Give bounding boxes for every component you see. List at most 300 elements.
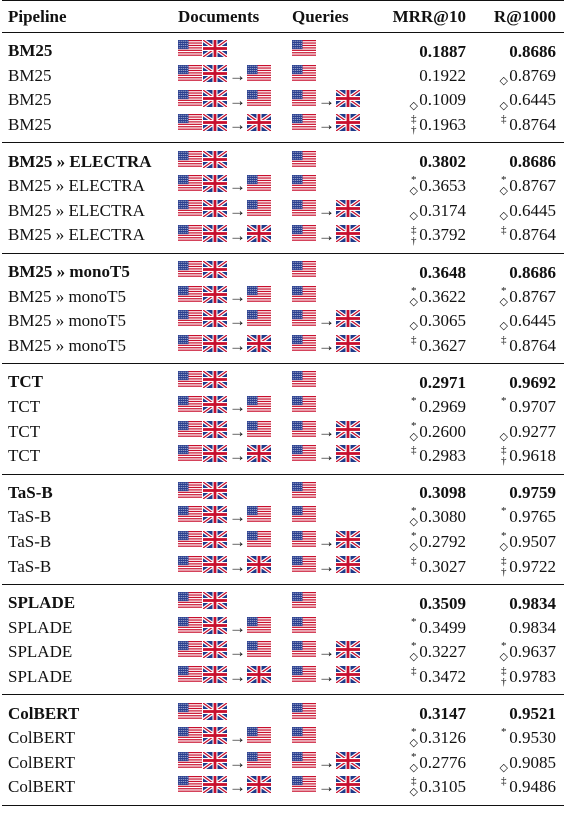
pipeline-cell: BM25 » ELECTRA [8,200,145,220]
us-flag-icon [178,531,202,553]
us-flag-icon [247,310,271,332]
mark-bottom: † [501,676,507,688]
documents-cell [178,474,292,505]
queries-cell [292,640,378,665]
arrow-right-icon: → [318,556,335,576]
arrow-right-icon: → [229,335,246,355]
us-flag-icon [247,506,271,528]
us-flag-icon [247,421,271,443]
group-0 [2,33,564,143]
mrr-value: 0.3499 [419,617,466,637]
mrr-value: 0.2600 [419,421,466,441]
arrow-right-icon: → [229,225,246,245]
header-pipeline: Pipeline [8,6,67,26]
documents-cell [178,695,292,726]
uk-flag-icon [336,310,360,332]
significance-marks [409,727,418,749]
us-flag-icon [178,175,202,197]
uk-flag-icon [203,371,227,393]
recall-value: 0.8686 [509,262,556,282]
recall-cell [474,309,564,334]
table-row [2,615,564,640]
us-flag-icon [292,506,316,528]
queries-cell [292,253,378,284]
documents-cell [178,88,292,113]
documents-cell [178,395,292,420]
mrr-value: 0.3792 [419,225,466,245]
us-flag-icon [292,752,316,774]
us-flag-icon [178,506,202,528]
arrow-right-icon: → [318,642,335,662]
documents-cell [178,726,292,751]
table-row [2,88,564,113]
significance-marks [499,556,508,578]
us-flag-icon [292,531,316,553]
us-flag-icon [178,421,202,443]
arrow-right-icon: → [229,446,246,466]
pipeline-cell: SPLADE [8,617,73,637]
queries-cell [292,444,378,474]
recall-value: 0.9085 [509,752,556,772]
us-flag-icon [247,641,271,663]
table-row [2,775,564,805]
mark-bottom: ◇ [409,320,418,333]
significance-marks [409,335,418,357]
table-row [2,174,564,199]
us-flag-icon [292,151,316,173]
uk-flag-icon [203,421,227,443]
mark-top: ‡ [501,113,507,126]
us-flag-icon [247,90,271,112]
recall-value: 0.9507 [509,532,556,552]
recall-value: 0.8686 [509,41,556,61]
mrr-cell [378,199,474,224]
documents-cell [178,253,292,284]
us-flag-icon [292,776,316,798]
mark-top: ‡ [411,113,417,126]
uk-flag-icon [336,666,360,688]
mrr-value: 0.3509 [419,593,466,613]
significance-marks [409,114,418,136]
documents-cell [178,113,292,143]
recall-cell [474,143,564,174]
table-row [2,444,564,474]
table-row [2,64,564,89]
queries-cell [292,419,378,444]
recall-cell [474,444,564,474]
mrr-cell [378,554,474,584]
mrr-value: 0.1922 [419,66,466,86]
recall-cell [474,665,564,695]
uk-flag-icon [203,445,227,467]
uk-flag-icon [203,200,227,222]
us-flag-icon [292,114,316,136]
recall-value: 0.9521 [509,704,556,724]
us-flag-icon [178,445,202,467]
mrr-cell [378,615,474,640]
uk-flag-icon [203,151,227,173]
pipeline-cell: TaS-B [8,531,52,551]
significance-marks [499,752,508,774]
mrr-cell [378,444,474,474]
queries-cell [292,64,378,89]
table-row [2,474,564,505]
recall-value: 0.8764 [509,225,556,245]
pipeline-cell: TCT [8,397,41,417]
mark-top: ‡ [411,554,417,567]
mrr-cell [378,474,474,505]
uk-flag-icon [203,90,227,112]
significance-marks [409,175,418,197]
table-row [2,309,564,334]
arrow-right-icon: → [229,200,246,220]
queries-cell [292,695,378,726]
mrr-cell [378,395,474,420]
mark-bottom: ◇ [499,74,508,87]
mark-top: * [411,284,417,297]
us-flag-icon [247,396,271,418]
uk-flag-icon [336,90,360,112]
recall-value: 0.9722 [509,556,556,576]
uk-flag-icon [336,445,360,467]
significance-marks [499,175,508,197]
table-row [2,33,564,64]
recall-cell [474,695,564,726]
queries-cell [292,199,378,224]
us-flag-icon [178,225,202,247]
arrow-right-icon: → [318,446,335,466]
us-flag-icon [247,617,271,639]
significance-marks [409,421,418,443]
uk-flag-icon [336,225,360,247]
significance-marks [409,225,418,247]
queries-cell [292,113,378,143]
mark-bottom: ◇ [409,737,418,750]
mark-top: * [501,174,507,187]
uk-flag-icon [247,445,271,467]
table-row [2,395,564,420]
pipeline-cell: BM25 » monoT5 [8,311,127,331]
significance-marks [409,776,418,798]
mrr-value: 0.3027 [419,556,466,576]
mrr-value: 0.2969 [419,397,466,417]
us-flag-icon [178,286,202,308]
documents-cell [178,284,292,309]
documents-cell [178,334,292,364]
pipeline-cell: BM25 [8,90,52,110]
mark-top: ‡ [411,665,417,677]
queries-cell [292,143,378,174]
uk-flag-icon [203,225,227,247]
us-flag-icon [178,310,202,332]
recall-cell [474,64,564,89]
recall-cell [474,775,564,805]
us-flag-icon [178,371,202,393]
arrow-right-icon: → [229,421,246,441]
arrow-right-icon: → [318,532,335,552]
uk-flag-icon [203,666,227,688]
pipeline-cell: TCT [8,421,41,441]
arrow-right-icon: → [229,65,246,85]
queries-cell [292,775,378,805]
documents-cell [178,554,292,584]
us-flag-icon [178,335,202,357]
us-flag-icon [178,556,202,578]
table-row [2,640,564,665]
mark-top: ‡ [411,775,417,788]
mark-top: * [411,395,417,408]
mrr-value: 0.3802 [419,152,466,172]
recall-cell [474,223,564,253]
uk-flag-icon [203,286,227,308]
us-flag-icon [178,151,202,173]
recall-value: 0.8764 [509,335,556,355]
queries-cell [292,223,378,253]
mrr-cell [378,334,474,364]
uk-flag-icon [203,175,227,197]
us-flag-icon [292,421,316,443]
mrr-value: 0.3648 [419,262,466,282]
arrow-right-icon: → [229,642,246,662]
us-flag-icon [178,641,202,663]
documents-cell [178,364,292,395]
recall-cell [474,505,564,530]
uk-flag-icon [247,335,271,357]
mrr-cell [378,284,474,309]
pipeline-cell: TCT [8,446,41,466]
mark-top: * [501,284,507,297]
us-flag-icon [292,40,316,62]
queries-cell [292,174,378,199]
uk-flag-icon [203,703,227,725]
us-flag-icon [292,310,316,332]
header-documents: Documents [178,6,260,26]
header-mrr: MRR@10 [392,6,466,26]
documents-cell [178,223,292,253]
uk-flag-icon [336,200,360,222]
recall-cell [474,395,564,420]
mark-top: * [501,530,507,543]
mark-bottom: ◇ [499,209,508,222]
mark-top: * [411,640,417,653]
mark-top: ‡ [501,665,507,677]
queries-cell [292,554,378,584]
mrr-value: 0.2776 [419,752,466,772]
recall-value: 0.6445 [509,200,556,220]
mrr-cell [378,88,474,113]
mrr-value: 0.3065 [419,311,466,331]
table-row [2,750,564,775]
mrr-value: 0.2792 [419,532,466,552]
recall-value: 0.9783 [509,667,556,686]
recall-value: 0.8767 [509,176,556,196]
mrr-value: 0.3126 [419,728,466,748]
mrr-value: 0.3098 [419,483,466,503]
table-row [2,726,564,751]
uk-flag-icon [203,114,227,136]
us-flag-icon [247,727,271,749]
table-row [2,113,564,143]
us-flag-icon [292,666,316,688]
uk-flag-icon [336,421,360,443]
documents-cell [178,419,292,444]
pipeline-cell: BM25 » ELECTRA [8,151,152,171]
table-row [2,199,564,224]
pipeline-cell: ColBERT [8,777,75,797]
mrr-value: 0.3472 [419,667,466,686]
mrr-cell [378,223,474,253]
significance-marks [499,641,508,663]
recall-cell [474,33,564,64]
recall-value: 0.8686 [509,152,556,172]
us-flag-icon [292,335,316,357]
mark-top: * [501,395,507,408]
uk-flag-icon [203,261,227,283]
documents-cell [178,33,292,64]
recall-cell [474,253,564,284]
mrr-cell [378,174,474,199]
us-flag-icon [292,482,316,504]
documents-cell [178,309,292,334]
uk-flag-icon [203,40,227,62]
significance-marks [409,396,418,418]
pipeline-cell: TCT [8,372,43,392]
mark-bottom: † [501,565,507,578]
mrr-cell [378,695,474,726]
us-flag-icon [292,225,316,247]
mark-bottom: ◇ [499,99,508,112]
arrow-right-icon: → [229,777,246,797]
us-flag-icon [178,727,202,749]
arrow-right-icon: → [318,335,335,355]
uk-flag-icon [336,752,360,774]
us-flag-icon [292,65,316,87]
uk-flag-icon [203,506,227,528]
arrow-right-icon: → [318,311,335,331]
us-flag-icon [178,90,202,112]
queries-cell [292,665,378,695]
us-flag-icon [178,703,202,725]
recall-cell [474,284,564,309]
us-flag-icon [292,592,316,614]
arrow-right-icon: → [318,90,335,110]
documents-cell [178,665,292,695]
recall-value: 0.9834 [509,618,556,638]
mrr-cell [378,775,474,805]
queries-cell [292,474,378,505]
mark-bottom: ◇ [409,651,418,664]
group-5 [2,584,564,694]
mark-top: ‡ [411,223,417,236]
uk-flag-icon [336,114,360,136]
recall-cell [474,113,564,143]
us-flag-icon [178,114,202,136]
significance-marks [499,445,508,467]
uk-flag-icon [247,225,271,247]
recall-value: 0.8764 [509,115,556,135]
mrr-cell [378,364,474,395]
mark-bottom: † [411,124,417,137]
us-flag-icon [292,286,316,308]
significance-marks [499,727,508,749]
us-flag-icon [292,445,316,467]
arrow-right-icon: → [318,115,335,135]
recall-cell [474,530,564,555]
significance-marks [499,310,508,332]
significance-marks [409,90,418,112]
pipeline-cell: BM25 » ELECTRA [8,176,145,196]
arrow-right-icon: → [229,286,246,306]
mrr-value: 0.3080 [419,507,466,527]
us-flag-icon [292,703,316,725]
significance-marks [409,666,418,688]
uk-flag-icon [203,641,227,663]
recall-value: 0.9759 [509,483,556,503]
significance-marks [499,421,508,443]
mark-top: * [411,419,417,432]
documents-cell [178,750,292,775]
arrow-right-icon: → [229,617,246,637]
us-flag-icon [292,617,316,639]
arrow-right-icon: → [318,421,335,441]
mark-bottom: † [411,234,417,247]
us-flag-icon [292,556,316,578]
arrow-right-icon: → [229,397,246,417]
us-flag-icon [178,592,202,614]
mark-bottom: ◇ [499,430,508,443]
mrr-cell [378,253,474,284]
us-flag-icon [178,200,202,222]
mark-top: * [411,530,417,543]
queries-cell [292,615,378,640]
pipeline-cell: BM25 [8,41,53,61]
documents-cell [178,174,292,199]
arrow-right-icon: → [229,115,246,135]
uk-flag-icon [336,335,360,357]
significance-marks [499,531,508,553]
uk-flag-icon [203,556,227,578]
uk-flag-icon [203,65,227,87]
recall-value: 0.9637 [509,642,556,662]
mark-top: ‡ [501,444,507,457]
mrr-value: 0.3174 [419,200,466,220]
recall-cell [474,615,564,640]
significance-marks [499,90,508,112]
significance-marks [409,286,418,308]
uk-flag-icon [203,617,227,639]
significance-marks [499,114,508,136]
mrr-cell [378,309,474,334]
mrr-value: 0.2971 [419,372,466,392]
mark-top: ‡ [411,333,417,346]
pipeline-cell: BM25 » monoT5 [8,286,127,306]
table-row [2,505,564,530]
significance-marks [409,531,418,553]
us-flag-icon [292,727,316,749]
arrow-right-icon: → [229,311,246,331]
recall-value: 0.9486 [509,777,556,797]
uk-flag-icon [247,556,271,578]
recall-value: 0.9530 [509,728,556,748]
mrr-cell [378,113,474,143]
significance-marks [409,617,418,639]
significance-marks [499,776,508,798]
uk-flag-icon [247,114,271,136]
mrr-value: 0.3147 [419,704,466,724]
significance-marks [499,286,508,308]
mark-bottom: ◇ [499,320,508,333]
significance-marks [499,65,508,87]
